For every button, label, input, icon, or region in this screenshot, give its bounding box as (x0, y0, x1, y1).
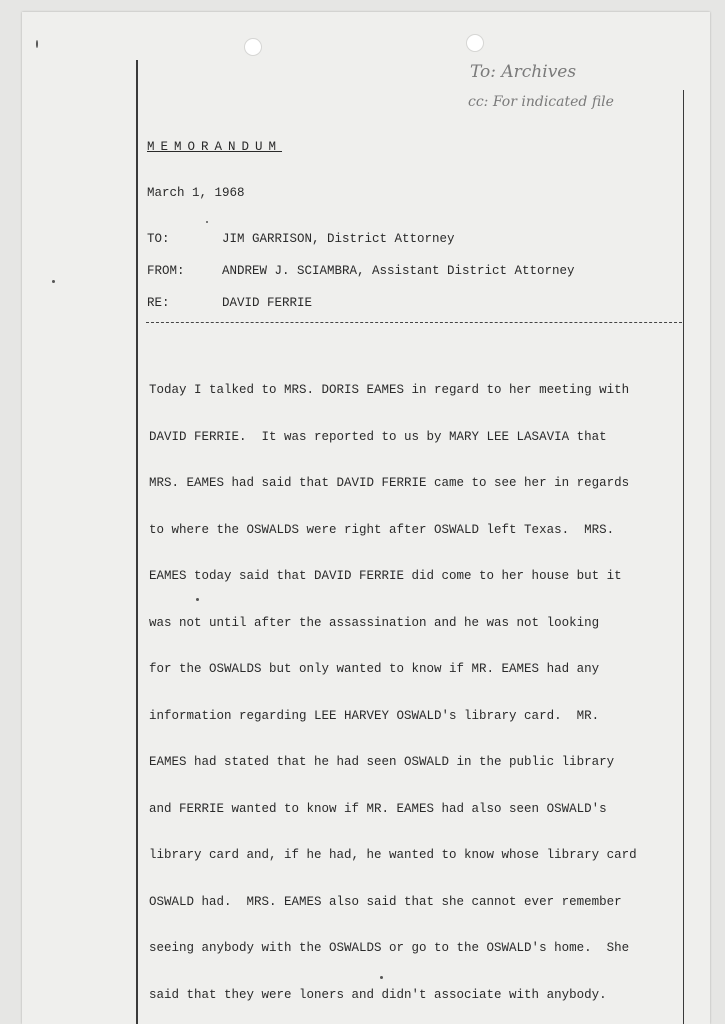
body-line: library card and, if he had, he wanted to know whose library card (149, 848, 637, 862)
handwritten-note-line2: cc: For indicated file (468, 94, 614, 110)
handwritten-note-line1: To: Archives (470, 62, 577, 82)
punch-hole-left (244, 38, 262, 56)
from-label: FROM: (147, 264, 185, 278)
body-line: OSWALD had. MRS. EAMES also said that she cannot ever remember (149, 894, 622, 909)
punch-hole-right (466, 34, 484, 52)
paper-speck (206, 221, 208, 223)
body-line: said that they were loners and didn't associate with anybody. (149, 987, 607, 1002)
paper-speck (196, 598, 199, 601)
body-line: to where the OSWALDS were right after OSWALD left Texas. MRS. (149, 522, 615, 537)
body-line: EAMES had stated that he had seen OSWALD in the public library (149, 755, 615, 769)
body-line: seeing anybody with the OSWALDS or go to the OSWALD's home. She (149, 941, 630, 955)
body-line: MRS. EAMES had said that DAVID FERRIE came to see her in regards (149, 476, 630, 490)
paper-speck (52, 280, 55, 283)
memo-body (149, 352, 689, 1019)
left-margin-rule (136, 60, 138, 1024)
paper-speck (380, 976, 383, 979)
memo-date: March 1, 1968 (147, 186, 245, 200)
to-value: JIM GARRISON, District Attorney (222, 232, 455, 246)
body-line: DAVID FERRIE. It was reported to us by MARY LEE LASAVIA that (149, 429, 607, 444)
body-line: and FERRIE wanted to know if MR. EAMES had also seen OSWALD's (149, 801, 607, 816)
body-line: for the OSWALDS but only wanted to know if MR. EAMES had any (149, 662, 600, 676)
from-value: ANDREW J. SCIAMBRA, Assistant District Attorney (222, 264, 575, 278)
body-line: was not until after the assassination and he was not looking (149, 615, 600, 630)
body-line: Today I talked to MRS. DORIS EAMES in regard to her meeting with (149, 383, 630, 397)
paper-speck (36, 40, 38, 48)
body-line: information regarding LEE HARVEY OSWALD's library card. MR. (149, 708, 600, 723)
re-label: RE: (147, 296, 170, 310)
separator-dashed-line (146, 322, 682, 323)
memo-title: MEMORANDUM (147, 140, 283, 154)
body-line: EAMES today said that DAVID FERRIE did come to her house but it (149, 569, 622, 583)
re-value: DAVID FERRIE (222, 296, 313, 310)
to-label: TO: (147, 232, 170, 246)
